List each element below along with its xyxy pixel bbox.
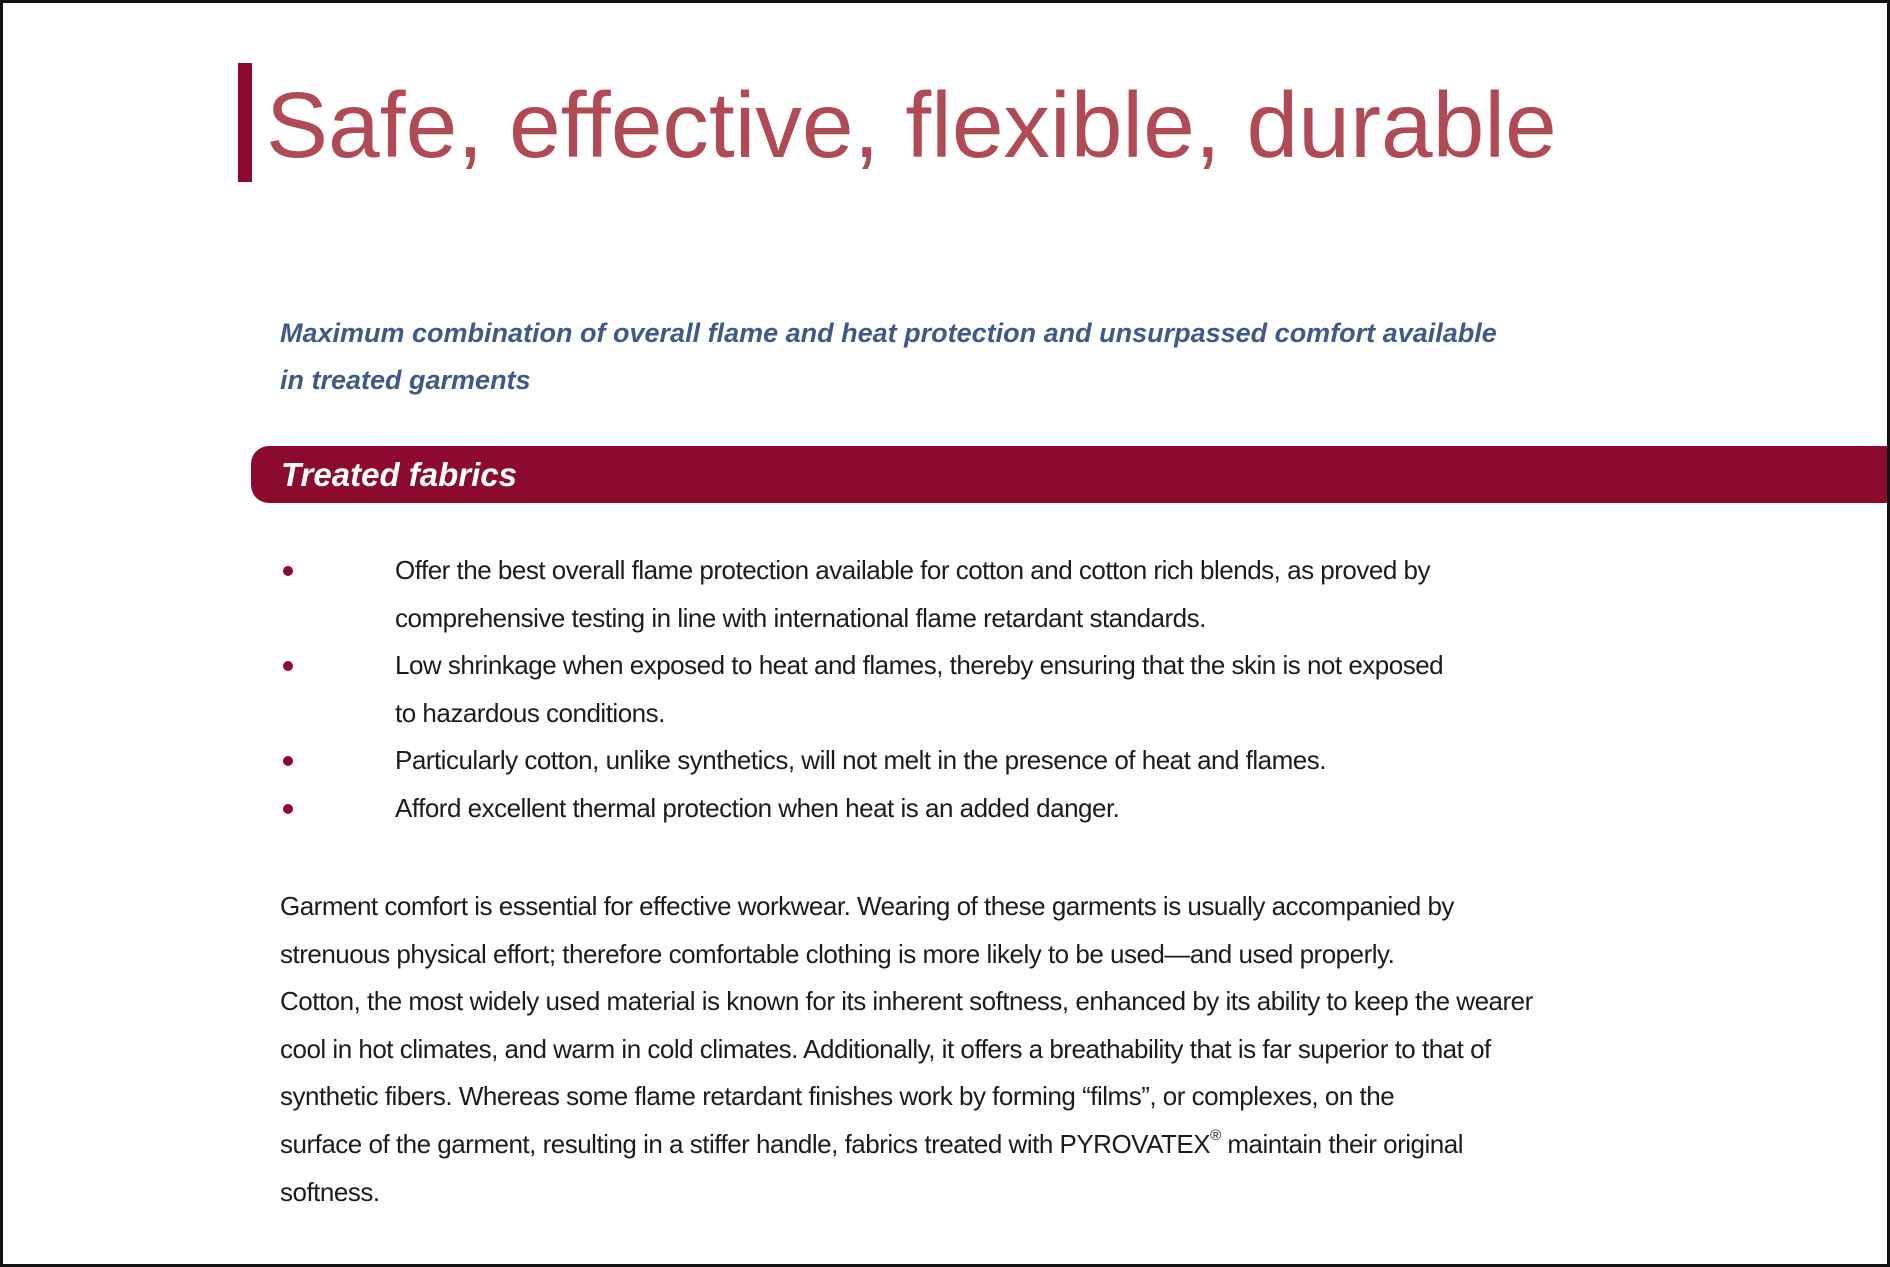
list-item	[280, 547, 1580, 642]
bullet-icon	[283, 566, 293, 576]
body-line: softness.	[280, 1176, 380, 1207]
body-line-text: maintain their original	[1220, 1128, 1463, 1159]
bullet-line: comprehensive testing in line with international flame retardant standards.	[395, 602, 1206, 633]
body-line: synthetic fibers. Whereas some flame retardant finishes work by forming “films”, or complexes, on the	[280, 1081, 1395, 1112]
subtitle-line: Maximum combination of overall flame and heat protection and unsurpassed comfort available	[280, 318, 1497, 348]
bullet-line: Particularly cotton, unlike synthetics, will not melt in the presence of heat and flames.	[395, 745, 1326, 775]
body-line: cool in hot climates, and warm in cold climates. Additionally, it offers a breathability that is far superior to that of	[280, 1033, 1491, 1064]
bullet-line: to hazardous conditions.	[395, 697, 665, 728]
body-line-text: surface of the garment, resulting in a stiffer handle, fabrics treated with PYROVATEX	[280, 1128, 1211, 1159]
list-item	[280, 642, 1580, 737]
body-line: Garment comfort is essential for effective workwear. Wearing of these garments is usually accompanied by	[280, 891, 1454, 921]
page-title: Safe, effective, flexible, durable	[266, 73, 1557, 177]
bullet-list	[280, 547, 1580, 832]
bullet-icon	[283, 756, 293, 766]
subtitle-line: in treated garments	[280, 365, 531, 395]
title-accent-bar	[238, 63, 252, 182]
bullet-line: Low shrinkage when exposed to heat and flames, thereby ensuring that the skin is not exposed	[395, 650, 1444, 680]
bullet-line: Offer the best overall flame protection available for cotton and cotton rich blends, as proved by	[395, 555, 1430, 585]
body-paragraph	[280, 883, 1680, 1216]
registered-mark: ®	[1210, 1126, 1221, 1144]
list-item	[280, 785, 1580, 833]
bullet-line: Afford excellent thermal protection when heat is an added danger.	[395, 792, 1120, 823]
body-line: strenuous physical effort; therefore comfortable clothing is more likely to be used—and used properly.	[280, 938, 1395, 969]
bullet-icon	[283, 661, 293, 671]
section-header-band	[251, 446, 1890, 503]
section-heading: Treated fabrics	[281, 456, 517, 493]
body-line	[280, 1121, 1680, 1169]
bullet-icon	[283, 804, 293, 814]
list-item	[280, 737, 1580, 785]
body-line: Cotton, the most widely used material is known for its inherent softness, enhanced by its ability to keep the wearer	[280, 986, 1533, 1017]
subtitle	[280, 310, 1560, 404]
